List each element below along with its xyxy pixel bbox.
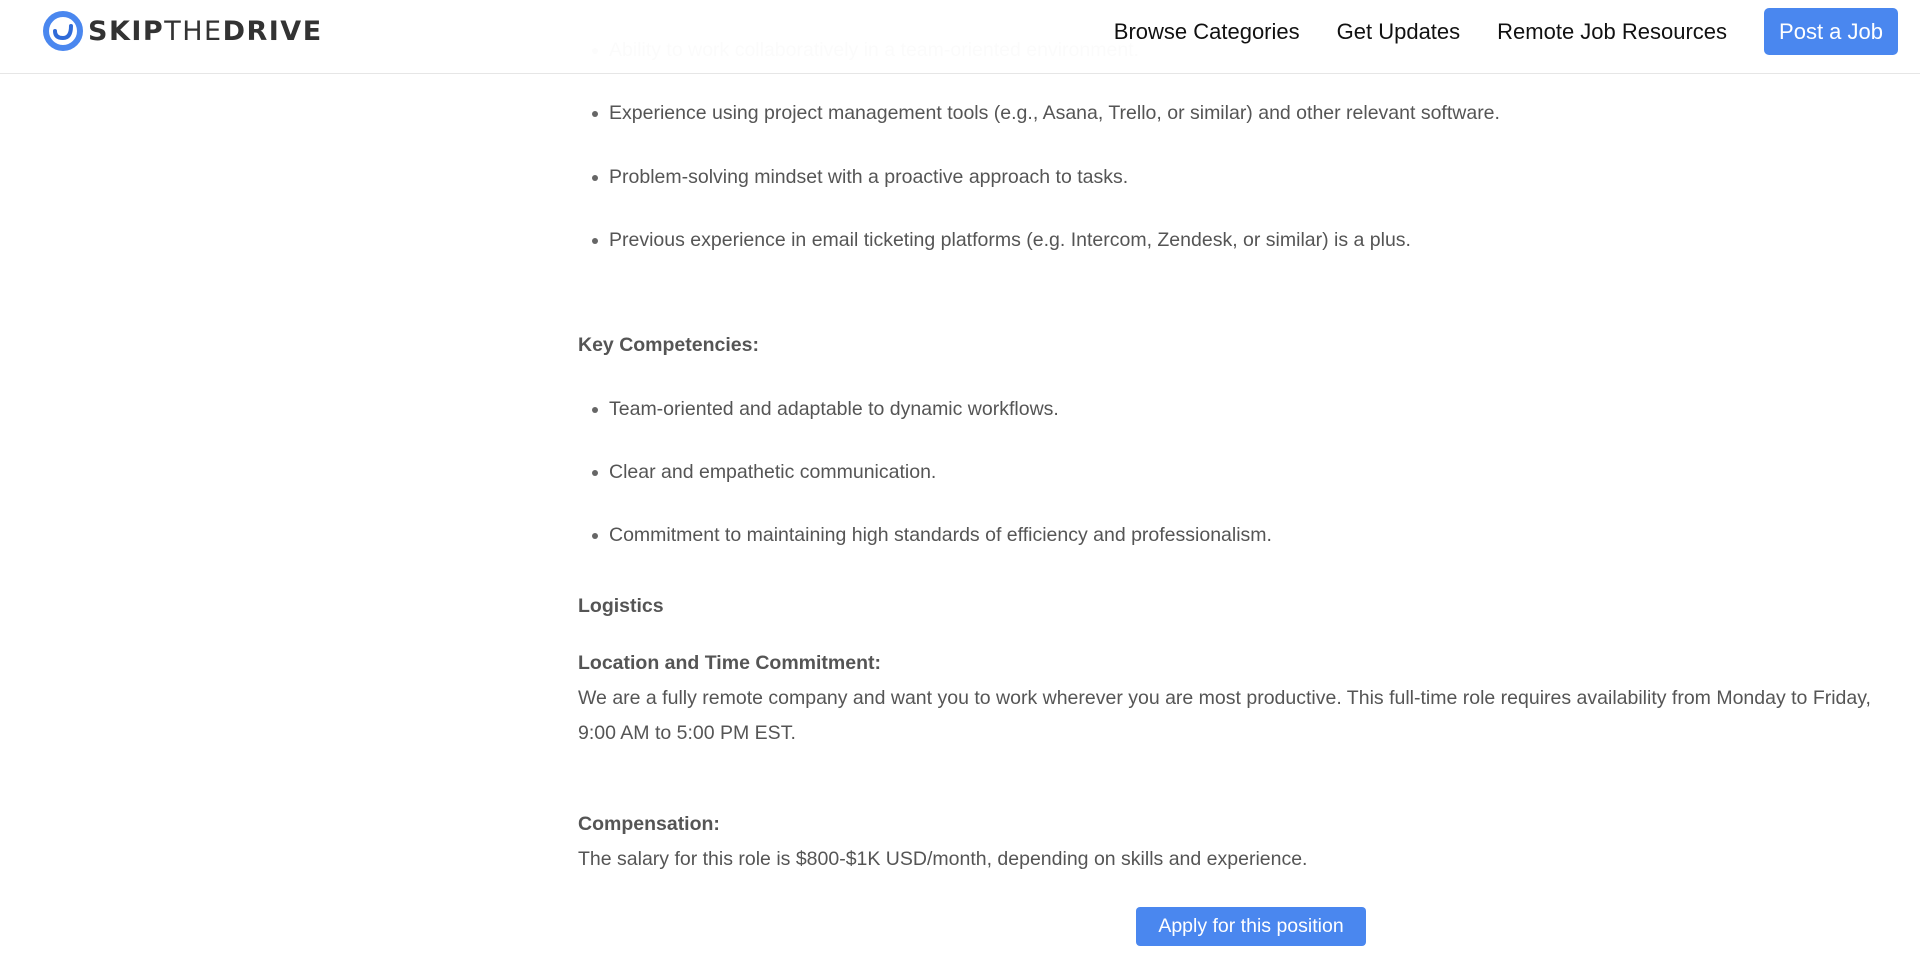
requirement-item: Previous experience in email ticketing platforms (e.g. Intercom, Zendesk, or similar) is a plus.	[578, 223, 1411, 258]
competency-item: Commitment to maintaining high standards of efficiency and professionalism.	[578, 518, 1272, 553]
location-text: We are a fully remote company and want you to work wherever you are most productive. This full-time role requires availability from Monday to Friday, 9:00 AM to 5:00 PM EST.	[578, 687, 1871, 744]
requirement-item: Problem-solving mindset with a proactive approach to tasks.	[578, 160, 1128, 195]
logo-wordmark	[88, 16, 323, 47]
nav-remote-job-resources[interactable]: Remote Job Resources	[1497, 18, 1728, 44]
key-competencies-heading: Key Competencies:	[578, 334, 759, 356]
location-heading: Location and Time Commitment:	[578, 652, 881, 674]
competency-item: Team-oriented and adaptable to dynamic workflows.	[578, 392, 1059, 427]
site-header	[0, 0, 1920, 74]
nav-get-updates[interactable]: Get Updates	[1336, 18, 1461, 44]
competency-item: Clear and empathetic communication.	[578, 455, 936, 490]
compensation-heading: Compensation:	[578, 813, 720, 835]
logistics-heading: Logistics	[578, 595, 664, 617]
logo-word-skip: SKIP	[88, 15, 165, 47]
nav-browse-categories[interactable]: Browse Categories	[1113, 18, 1300, 44]
post-a-job-button[interactable]: Post a Job	[1764, 8, 1898, 55]
main-nav	[1114, 8, 1898, 55]
skipthedrive-logo[interactable]	[40, 11, 323, 51]
logo-mark-icon	[40, 11, 86, 51]
logo-word-drive: DRIVE	[222, 15, 323, 47]
apply-for-position-button[interactable]: Apply for this position	[1136, 907, 1366, 946]
logo-word-the: THE	[164, 15, 223, 47]
requirement-item: Experience using project management tools (e.g., Asana, Trello, or similar) and other relevant software.	[578, 96, 1500, 131]
compensation-text: The salary for this role is $800-$1K USD/month, depending on skills and experience.	[578, 848, 1308, 870]
